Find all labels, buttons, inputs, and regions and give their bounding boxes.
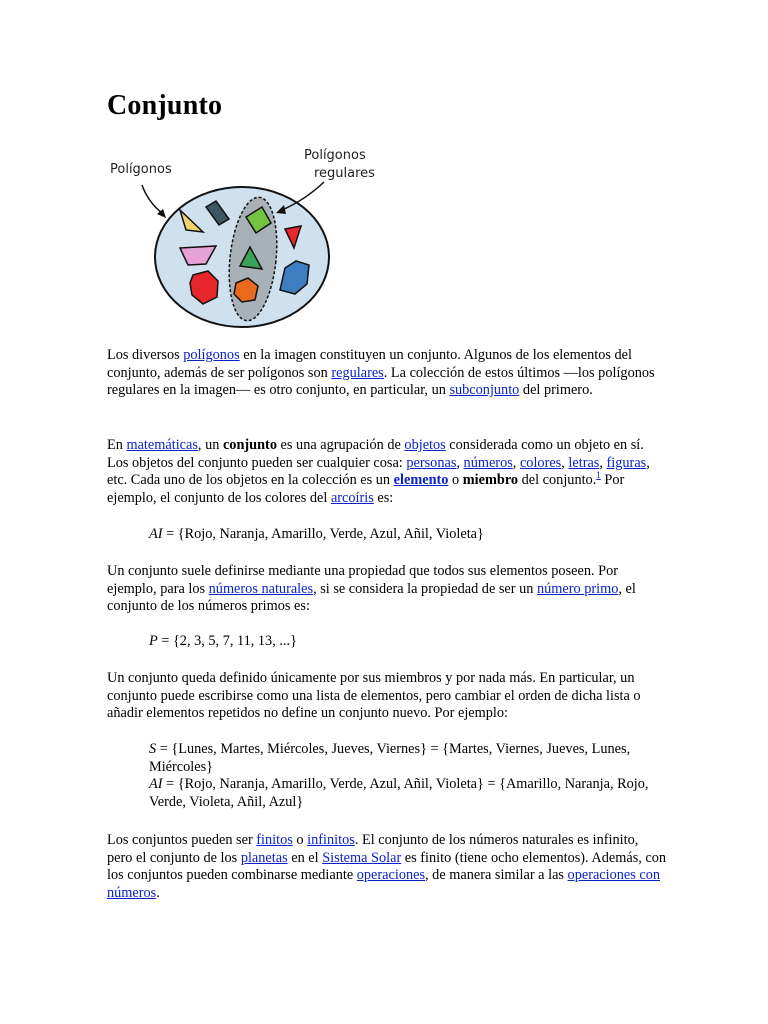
formula-ai [149, 526, 669, 544]
text: , [599, 454, 607, 471]
link-finitos[interactable]: finitos [256, 832, 293, 848]
link-letras[interactable]: letras [568, 454, 600, 471]
figure-label-regular-polygons-2: regulares [314, 166, 375, 181]
link-personas[interactable]: personas [406, 454, 457, 471]
text: o [292, 832, 308, 848]
link-arcoiris[interactable]: arcoíris [330, 489, 374, 506]
figure-label-polygons: Polígonos [110, 162, 172, 177]
link-colores[interactable]: colores [519, 454, 562, 471]
link-planetas[interactable]: planetas [240, 849, 288, 866]
text: , de manera similar a las [425, 867, 568, 884]
sets-figure [100, 140, 390, 330]
text: o [448, 472, 463, 489]
paragraph-5 [107, 832, 667, 902]
text: es: [373, 489, 394, 506]
text: en la imagen constituyen un conjunto. Algunos de los elementos del conjunto, además de ser polígonos son [107, 347, 632, 381]
text: , [512, 454, 520, 471]
text: , un [197, 437, 223, 453]
link-numeros-naturales[interactable]: números naturales [208, 580, 314, 597]
link-objetos[interactable]: objetos [404, 437, 446, 453]
formula-text: = {Lunes, Martes, Miércoles, Jueves, Viernes} = {Martes, Viernes, Jueves, Lunes, Miércoles} [149, 741, 631, 775]
formula-text: = {Rojo, Naranja, Amarillo, Verde, Azul, Añil, Violeta} [162, 526, 484, 542]
text: es una agrupación de [276, 437, 405, 453]
text: , el conjunto de los números primos es: [107, 580, 636, 615]
link-operaciones[interactable]: operaciones [356, 867, 426, 884]
formula-p [149, 633, 669, 651]
bold-miembro: miembro [462, 472, 519, 489]
text: , [561, 454, 569, 471]
formula-variable: P [149, 633, 158, 649]
formula-variable: AI [149, 526, 163, 542]
text: . [156, 884, 160, 901]
text: en el [287, 849, 323, 866]
text: . El conjunto de los números naturales es infinito, pero el conjunto de los [107, 832, 639, 866]
figure-label-regular-polygons-1: Polígonos [304, 148, 366, 163]
link-elemento[interactable]: elemento [393, 472, 449, 489]
link-sistema-solar[interactable]: Sistema Solar [322, 849, 402, 866]
text: es finito (tiene ocho elementos). Además, con los conjuntos pueden combinarse mediante [107, 849, 667, 884]
bold-conjunto: conjunto [222, 437, 277, 453]
formula-s-ai [149, 741, 669, 811]
text: , etc. Cada uno de los objetos en la colección es un [107, 454, 650, 489]
text: En [107, 437, 127, 453]
footnote-link[interactable]: 1 [596, 470, 601, 481]
link-numeros[interactable]: números [463, 454, 513, 471]
link-numero-primo[interactable]: número primo [536, 580, 619, 597]
formula-variable: AI [149, 776, 163, 793]
link-matematicas[interactable]: matemáticas [126, 437, 198, 453]
text: Un conjunto queda definido únicamente por sus miembros y por nada más. En particular, un conjunto puede escribirse como una lista de elementos, pero cambiar el orden de dicha lista o añadir elementos repetidos no define un conjunto nuevo. Por ejemplo: [107, 670, 641, 722]
paragraph-3 [107, 563, 667, 616]
page-title: Conjunto [107, 90, 223, 121]
formula-variable: S [149, 741, 157, 757]
text: Por ejemplo, el conjunto de los colores del [107, 472, 625, 506]
paragraph-1 [107, 347, 667, 400]
link-poligonos[interactable]: polígonos [183, 347, 240, 363]
text: Los conjuntos pueden ser [107, 832, 257, 848]
link-infinitos[interactable]: infinitos [307, 832, 355, 848]
text: Un conjunto suele definirse mediante una propiedad que todos sus elementos poseen. Por ejemplo, para los [107, 563, 618, 597]
link-figuras[interactable]: figuras [606, 454, 647, 471]
formula-text: = {Rojo, Naranja, Amarillo, Verde, Azul, Añil, Violeta} = {Amarillo, Naranja, Rojo, Verde, Violeta, Añil, Azul} [149, 776, 649, 810]
paragraph-4 [107, 670, 667, 723]
link-subconjunto[interactable]: subconjunto [449, 382, 520, 399]
paragraph-2 [107, 437, 667, 507]
formula-text: = {2, 3, 5, 7, 11, 13, ...} [157, 633, 297, 649]
text: del conjunto. [518, 472, 597, 489]
text: del primero. [519, 382, 593, 399]
text: , [456, 454, 464, 471]
link-regulares[interactable]: regulares [331, 364, 384, 381]
text: Los diversos [107, 347, 184, 363]
arrow-polygons [142, 185, 163, 214]
text: , si se considera la propiedad de ser un [313, 580, 537, 597]
text: . La colección de estos últimos —los polígonos regulares en la imagen— es otro conjunto, en particular, un [107, 364, 655, 399]
link-operaciones-con-numeros[interactable]: operaciones con números [107, 867, 661, 901]
text: considerada como un objeto en sí. Los objetos del conjunto pueden ser cualquier cosa: [107, 437, 644, 471]
